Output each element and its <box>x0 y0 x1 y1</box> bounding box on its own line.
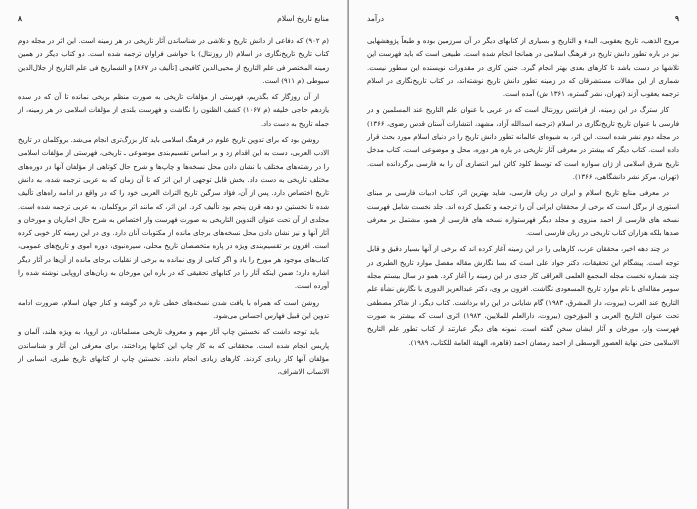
left-body-text <box>18 35 329 379</box>
left-page-number: ۸ <box>18 14 23 23</box>
left-paragraph-5: باید توجه داشت که نخستین چاپ آثار مهم و معروف تاریخی مسلمانان، در اروپا، به ویژه هلند، آلمان و پاریس انجام شده است. محققانی که به کار چاپ این کتابها پرداختند، برای معرفی این آثار و شناساندن مؤلفان آنها کار زیادی کردند. کارهای زیادی انجام دادند. نخستین چاپ از کتابهای تاریخ طبری، انسابی از الانساب الاشراف، <box>18 328 329 377</box>
left-paragraph-3: روشن بود که برای تدوین تاریخ علوم در فرهنگ اسلامی باید کار بزرگ‌تری انجام می‌شد. بروکلمان در تاریخ الادب العربی، دست به این اقدام زد و بر اساس تقسیم‌بندی موضوعی ـ تاریخی، فهرستی از مؤلفات اسلامی را در رشته‌های مختلف با نشان دادن محل نسخه‌ها و چاپ‌ها و شرح حال کوتاهی از مؤلفان آنها در دوره‌های مختلف تاریخی به دست داد. بخش قابل توجهی از این اثر که تا آن زمان که به عربی ترجمه شده، به دانش تاریخ اختصاص دارد. پس از آن، فؤاد سزگین تاریخ التراث العربی خود را که در واقع در ادامه راه‌های تألیف شده تا نخستین دو دهه قرن پنجم بود تألیف کرد. این اثر، که مانند اثر بروکلمان، به عربی ترجمه شده است. مجلدی از آن تحت عنوان التدوین التاریخی به صورت فهرست وار اختصاص به شرح حال اخباریان و مورخان و آثار آنها و نیز نشان دادن محل نسخه‌های برجای مانده از مکتوبات آنان دارد. وی در این زمینه کار خوبی کرده است. افزون بر تقسیم‌بندی ویژه در پاره متخصصان تاریخ محلی، سیره‌نبوی، دوره اموی و تاریخ‌های عمومی، کتاب‌های موجود هر مورخ را یاد و اگر کتابی از وی نمانده به برخی از نقلیات برجای مانده از آن‌ها در آثار دیگر اشاره دارد؛ ضمن اینکه آثار را در کتابهای تحقیقی که در باره این مورخان به زبان‌های اروپایی نوشته شده را آورده است. <box>18 136 329 291</box>
left-header-title: منابع تاریخ اسلام <box>277 14 329 23</box>
right-page <box>349 0 697 509</box>
left-paragraph-1: (م ۹۰۲) که دفاعی از دانش تاریخ و تلاشی در شناساندن آثار تاریخی در هر زمینه است. این اثر در مجله دوم کتاب تاریخ تاریخ‌نگاری در اسلام (از روزنتال) با حواشی فراوان ترجمه شده است. دو کتاب دیگر در همین زمینه المختصر فی علم التاریخ از محیی‌الدین کافیجی [تألیف در ۸۶۷] و الشماریخ فی علم التاریخ از جلال‌الدین سیوطی (م ۹۱۱) است. <box>18 37 329 85</box>
right-header-title: درآمد <box>367 14 384 23</box>
right-paragraph-3: در معرفی منابع تاریخ اسلام و ایران در زبان فارسی، شاید بهترین اثر، کتاب ادبیات فارسی بر مبنای استوری از برگل است که برخی از محققان ایرانی آن را ترجمه و تکمیل کرده اند. جلد نخست شامل فهرست نسخه های فارسی از احمد منزوی و مجلد دیگر فهرستواره نسخه های فارسی از همو، مشتمل بر معرفی صدها بلکه هزاران کتاب تاریخی در زبان فارسی است. <box>367 189 679 238</box>
right-page-number: ۹ <box>674 14 679 23</box>
right-paragraph-2: کار سترگ در این زمینه، از فرانتس روزنتال است که در عربی با عنوان علم التاریخ عند المسلمین و در فارسی با عنوان تاریخ تاریخ‌نگاری در اسلام (ترجمه اسدالله آزاد، مشهد، انتشارات آستان قدس رضوی، ۱۳۶۶) در مجله دوم نشر شده است. این اثر، به شیوه‌ای عالمانه تطور دانش تاریخ را در دنیای اسلام مورد بحث قرار داده است. کتاب دیگر که بیشتر در معرفی آثار تاریخی در باره هر دوره، محل و موضوعی است، کتاب مدخل تاریخ شرق اسلامی از ژان سوازه است که توسط کلود کائن ابیر انتصاری آن را به فارسی برگردانده است. (تهران، مرکز نشر دانشگاهی، ۱۳۶۶). <box>367 106 679 181</box>
left-page <box>0 0 348 509</box>
left-running-head <box>18 14 329 23</box>
left-paragraph-2: از آن روزگار که بگذریم، فهرستی از مؤلفات تاریخی به صورت منظم بریخی نمانده تا آن که در سده یازدهم حاجی خلیفه (م ۱۰۶۷) کشف الظنون را نگاشت و فهرست بلندی از مؤلفات اسلامی در هر زمینه، از جمله تاریخ به دست داد. <box>18 93 329 128</box>
right-paragraph-4: در چند دهه اخیر، محققان عرب، کارهایی را در این زمینه آغاز کرده اند که برخی از آنها بسیار دقیق و قابل توجه است. پیشگام این تحقیقات، دکتر جواد علی است که بسا نگارش مقاله مفصل موارد تاریخ الطبری در چند شماره نخست مجله المجمع العلمی العراقی کار جدی در این زمینه را آغاز کرد. همو در سال بیستم مجله سومر مقاله‌ای با نام موارد تاریخ المسعودی نگاشت. افزون بر وی، دکتر عبدالعزیز الدوری با نگارش نشأة علم التاریخ عند العرب (بیروت، دار المشرق، ۱۹۸۳) گام شایانی در این راه برداشت. کتاب دیگر، از شاکر مصطفی تحت عنوان التاریخ العربی و المؤرخون (بیروت، دارالعلم للملایین، ۱۹۸۳) اثری است که بیشتر به صورت فهرست وار، مورخان و آثار ایشان سخن گفته است. نمونه های دیگر عبارتند از کتاب تطور علم التاریخ الاسلامی حتی نهایة العصور الوسطی از احمد رمضان احمد (قاهره، الهیئة العامة للکتاب، ۱۹۸۹). <box>367 245 679 347</box>
right-running-head <box>367 14 679 23</box>
left-paragraph-4: روشن است که همراه با یافت شدن نسخه‌های خطی تازه در گوشه و کنار جهان اسلام، ضرورت ادامه تدوین این قبیل فهارس احساس می‌شود. <box>18 298 329 320</box>
right-body-text <box>367 35 679 350</box>
right-paragraph-1: مروج الذهب، تاریخ یعقوبی، البدء و التاریخ و بسیاری از کتابهای دیگر در آن سرزمین بوده و طبعاً پژوهشهایی نیز در باره تطور دانش تاریخ در فرهنگ اسلامی در همانجا انجام شده است. طبیعی است که باید فهرست این تلاشها در دست باشد تا کارهای بعدی بهتر انجام گیرد. جنین کاری در مقدورات نویسنده این سطور نیست. شماری از این مقالات مستشرقان که در زمینه تطور دانش تاریخ نوشته‌اند، در کتاب تاریخ‌نگاری در اسلام ترجمه یعقوب آژند (تهران، نشر گستره، ۱۳۶۱ ش) آمده است. <box>367 37 679 99</box>
